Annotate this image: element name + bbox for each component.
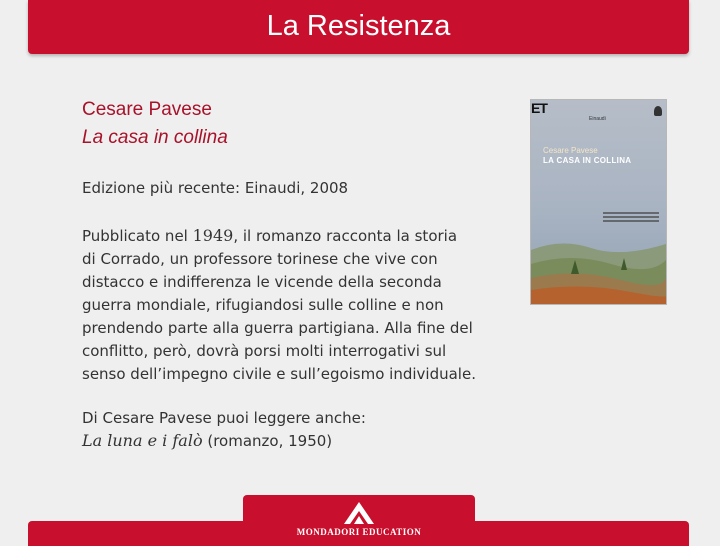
synopsis-line: di Corrado, un professore torinese che vive con xyxy=(82,250,438,268)
publication-year: 1949 xyxy=(192,226,234,245)
also-read-label: Di Cesare Pavese puoi leggere anche: xyxy=(82,409,366,427)
book-title: La casa in collina xyxy=(82,127,228,148)
cover-blurb xyxy=(603,212,659,214)
synopsis-line: senso dell’impegno civile e sull’egoismo individuale. xyxy=(82,365,476,383)
publisher-logo-icon xyxy=(654,106,662,116)
synopsis-line: distacco e indifferenza le vicende della seconda xyxy=(82,273,442,291)
cover-series: ET xyxy=(531,100,547,116)
also-read-detail: (romanzo, 1950) xyxy=(202,432,333,450)
footer-brand-text: MONDADORI EDUCATION xyxy=(296,527,422,537)
footer-brand xyxy=(243,495,475,545)
synopsis-line: prendendo parte alla guerra partigiana. Alla fine del xyxy=(82,319,473,337)
cover-landscape xyxy=(531,230,666,304)
cover-title: LA CASA IN COLLINA xyxy=(543,156,632,165)
synopsis-text: , il romanzo racconta la storia xyxy=(233,227,458,245)
header-bar xyxy=(28,0,689,54)
book-synopsis xyxy=(82,224,512,386)
book-cover-image xyxy=(530,99,667,305)
page-title: La Resistenza xyxy=(266,10,451,42)
cover-author: Cesare Pavese xyxy=(543,146,598,155)
synopsis-text: Pubblicato nel xyxy=(82,227,193,245)
synopsis-line xyxy=(82,224,512,248)
cover-publisher: Einaudi xyxy=(589,116,606,122)
also-read-item xyxy=(82,431,332,450)
book-author: Cesare Pavese xyxy=(82,99,212,120)
mondadori-logo-icon xyxy=(341,501,377,525)
synopsis-line: conflitto, però, dovrà porsi molti interrogativi sul xyxy=(82,342,447,360)
edition-info: Edizione più recente: Einaudi, 2008 xyxy=(82,179,349,197)
synopsis-line: guerra mondiale, rifugiandosi sulle colline e non xyxy=(82,296,444,314)
also-read-title: La luna e i falò xyxy=(82,431,203,450)
